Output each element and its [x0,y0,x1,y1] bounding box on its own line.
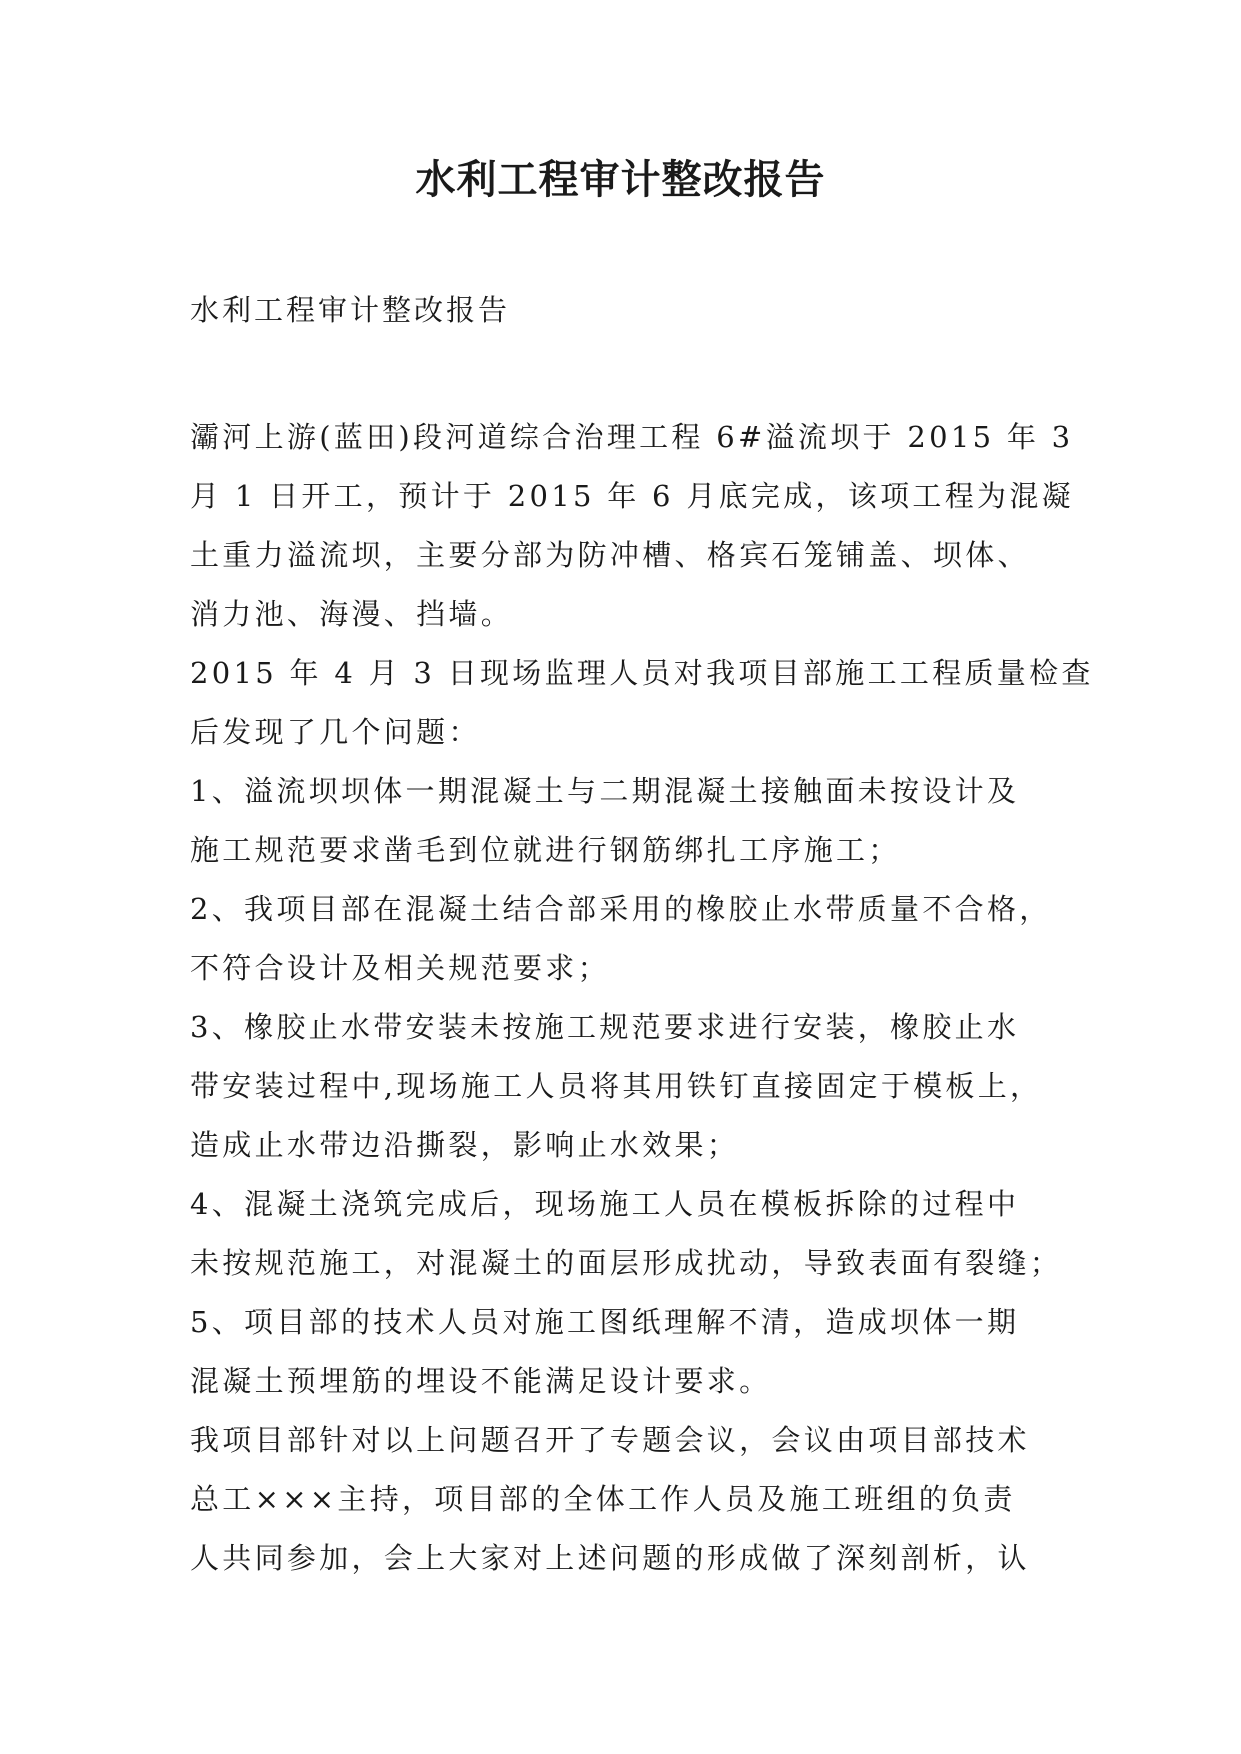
document-title: 水利工程审计整改报告 [415,156,826,203]
body-line: 不符合设计及相关规范要求； [190,951,610,985]
body-line: 1、溢流坝坝体一期混凝土与二期混凝土接触面未按设计及 [190,774,1020,808]
body-line: 未按规范施工，对混凝土的面层形成扰动，导致表面有裂缝； [190,1246,1063,1280]
body-line: 总工×××主持，项目部的全体工作人员及施工班组的负责 [190,1482,1016,1516]
body-line: 混凝土预埋筋的埋设不能满足设计要求。 [190,1364,772,1398]
body-line: 人共同参加，会上大家对上述问题的形成做了深刻剖析，认 [190,1541,1030,1575]
body-line: 3、橡胶止水带安装未按施工规范要求进行安装，橡胶止水 [190,1010,1020,1044]
body-line: 后发现了几个问题： [190,715,481,749]
body-line: 灞河上游(蓝田)段河道综合治理工程 6#溢流坝于 2015 年 3 [190,420,1074,454]
body-line: 带安装过程中,现场施工人员将其用铁钉直接固定于模板上， [190,1069,1043,1103]
body-line: 土重力溢流坝，主要分部为防冲槽、格宾石笼铺盖、坝体、 [190,538,1030,572]
body-line: 造成止水带边沿撕裂，影响止水效果； [190,1128,740,1162]
body-line: 施工规范要求凿毛到位就进行钢筋绑扎工序施工； [190,833,901,867]
body-line: 4、混凝土浇筑完成后，现场施工人员在模板拆除的过程中 [190,1187,1020,1221]
body-line: 2、我项目部在混凝土结合部采用的橡胶止水带质量不合格， [190,892,1052,926]
document-body [190,408,1094,1588]
body-line: 月 1 日开工，预计于 2015 年 6 月底完成，该项工程为混凝 [190,479,1074,513]
body-line: 我项目部针对以上问题召开了专题会议，会议由项目部技术 [190,1423,1030,1457]
body-line: 消力池、海漫、挡墙。 [190,597,514,631]
body-line: 2015 年 4 月 3 日现场监理人员对我项目部施工工程质量检查 [190,656,1094,690]
body-line: 5、项目部的技术人员对施工图纸理解不清，造成坝体一期 [190,1305,1020,1339]
document-subtitle: 水利工程审计整改报告 [190,293,511,327]
